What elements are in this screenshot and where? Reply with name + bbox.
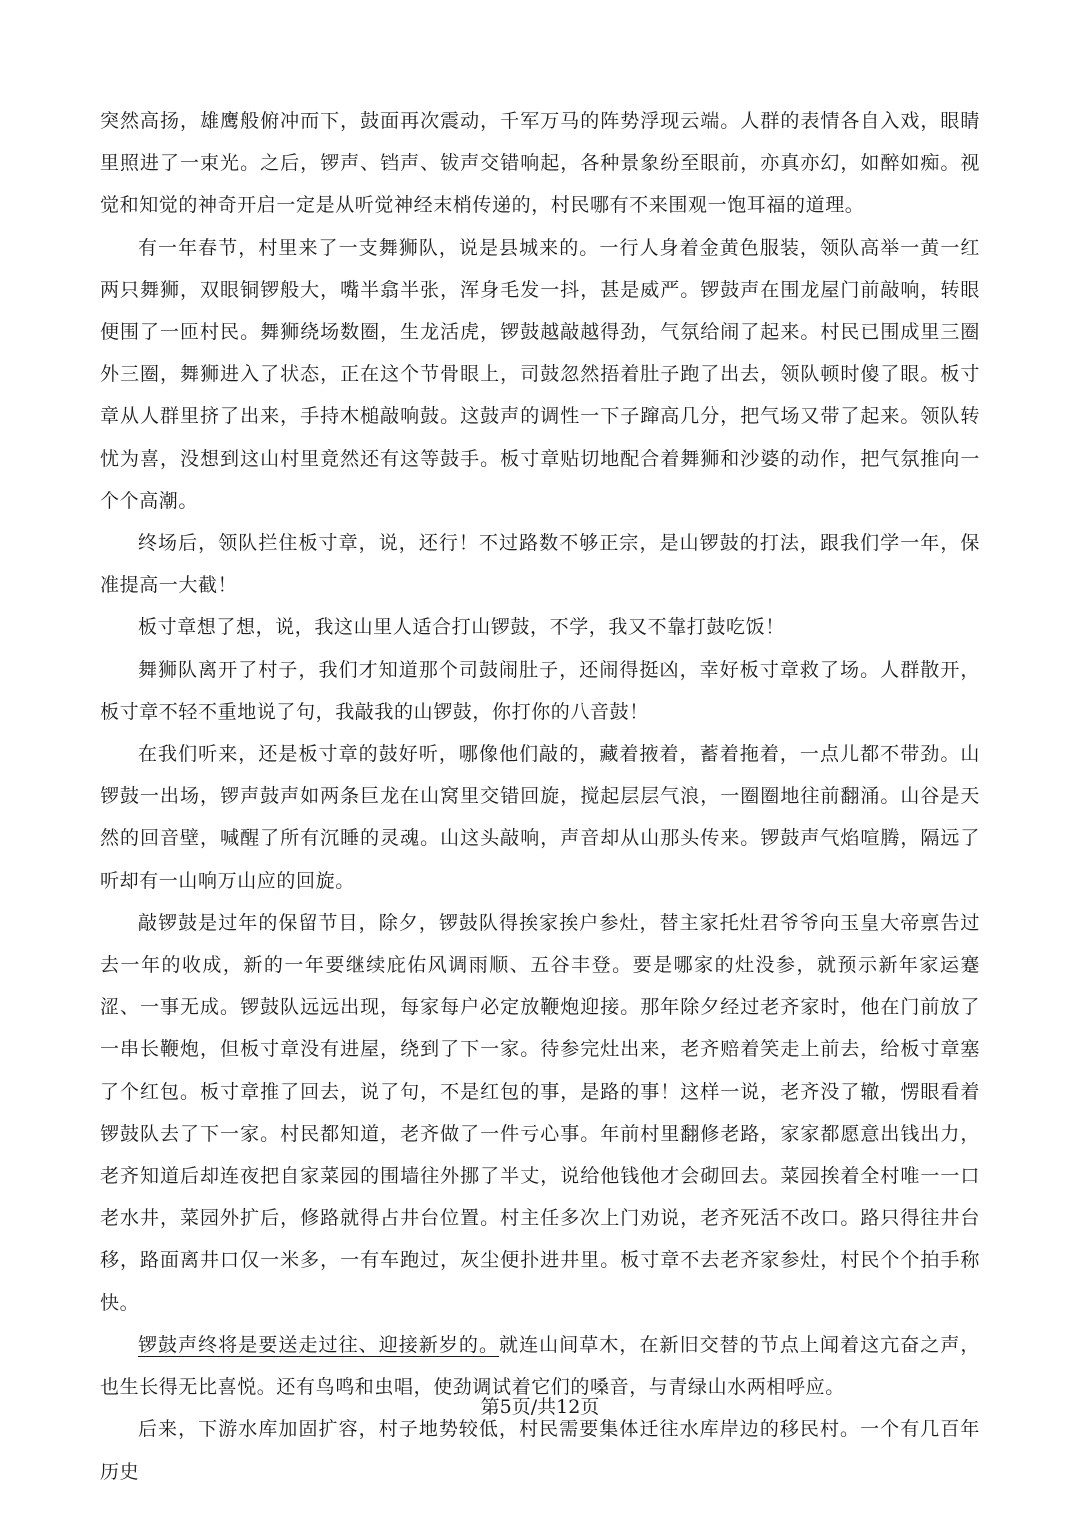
paragraph-7: 敲锣鼓是过年的保留节目，除夕，锣鼓队得挨家挨户参灶，替主家托灶君爷爷向玉皇大帝禀告过去一年的收成，新的一年要继续庇佑风调雨顺、五谷丰登。要是哪家的灶没参，就预示新年家运蹇涩、一事无成。锣鼓队远远出现，每家每户必定放鞭炮迎接。那年除夕经过老齐家时，他在门前放了一串长鞭炮，但板寸章没有进屋，绕到了下一家。待参完灶出来，老齐赔着笑走上前去，给板寸章塞了个红包。板寸章推了回去，说了句，不是红包的事，是路的事！这样一说，老齐没了辙，愣眼看着锣鼓队去了下一家。村民都知道，老齐做了一件亏心事。年前村里翻修老路，家家都愿意出钱出力，老齐知道后却连夜把自家菜园的围墙往外挪了半丈，说给他钱他才会砌回去。菜园挨着全村唯一一口老水井，菜园外扩后，修路就得占井台位置。村主任多次上门劝说，老齐死活不改口。路只得往井台移，路面离井口仅一米多，一有车跑过，灰尘便扑进井里。板寸章不去老齐家参灶，村民个个拍手称快。 <box>100 911 980 1314</box>
page-number-footer: 第5页/共12页 <box>480 1396 600 1418</box>
paragraph-8-rest: 就连山间草木，在新旧交替的节点上闻着这亢奋之声，也生长得无比喜悦。还有鸟鸣和虫唱，使劲调试着它们的嗓音，与青绿山水两相呼应。 <box>100 1333 980 1399</box>
paragraph-3: 终场后，领队拦住板寸章，说，还行！不过路数不够正宗，是山锣鼓的打法，跟我们学一年，保准提高一大截！ <box>100 532 980 597</box>
underlined-sentence: 锣鼓声终将是要送走过往、迎接新岁的。 <box>138 1333 500 1356</box>
paragraph-1: 突然高扬，雄鹰般俯冲而下，鼓面再次震动，千军万马的阵势浮现云端。人群的表情各自入戏，眼睛里照进了一束光。之后，锣声、铛声、钹声交错响起，各种景象纷至眼前，亦真亦幻，如醉如痴。视觉和知觉的神奇开启一定是从听觉神经末梢传递的，村民哪有不来围观一饱耳福的道理。 <box>100 110 980 217</box>
document-body <box>100 100 980 1493</box>
paragraph-6: 在我们听来，还是板寸章的鼓好听，哪像他们敲的，藏着掖着，蓄着拖着，一点儿都不带劲。山锣鼓一出场，锣声鼓声如两条巨龙在山窝里交错回旋，搅起层层气浪，一圈圈地往前翻涌。山谷是天然的回音壁，喊醒了所有沉睡的灵魂。山这头敲响，声音却从山那头传来。锣鼓声气焰喧腾，隔远了听却有一山响万山应的回旋。 <box>100 743 980 892</box>
paragraph-9: 后来，下游水库加固扩容，村子地势较低，村民需要集体迁往水库岸边的移民村。一个有几百年历史 <box>100 1418 980 1483</box>
paragraph-2: 有一年春节，村里来了一支舞狮队，说是县城来的。一行人身着金黄色服装，领队高举一黄一红两只舞狮，双眼铜锣般大，嘴半翕半张，浑身毛发一抖，甚是威严。锣鼓声在围龙屋门前敲响，转眼便围了一匝村民。舞狮绕场数圈，生龙活虎，锣鼓越敲越得劲，气氛给闹了起来。村民已围成里三圈外三圈，舞狮进入了状态，正在这个节骨眼上，司鼓忽然捂着肚子跑了出去，领队顿时傻了眼。板寸章从人群里挤了出来，手持木槌敲响鼓。这鼓声的调性一下子蹿高几分，把气场又带了起来。领队转忧为喜，没想到这山村里竟然还有这等鼓手。板寸章贴切地配合着舞狮和沙婆的动作，把气氛推向一个个高潮。 <box>100 236 980 512</box>
paragraph-4: 板寸章想了想，说，我这山里人适合打山锣鼓，不学，我又不靠打鼓吃饭！ <box>138 616 785 639</box>
paragraph-5: 舞狮队离开了村子，我们才知道那个司鼓闹肚子，还闹得挺凶，幸好板寸章救了场。人群散开，板寸章不轻不重地说了句，我敲我的山锣鼓，你打你的八音鼓！ <box>100 658 980 723</box>
